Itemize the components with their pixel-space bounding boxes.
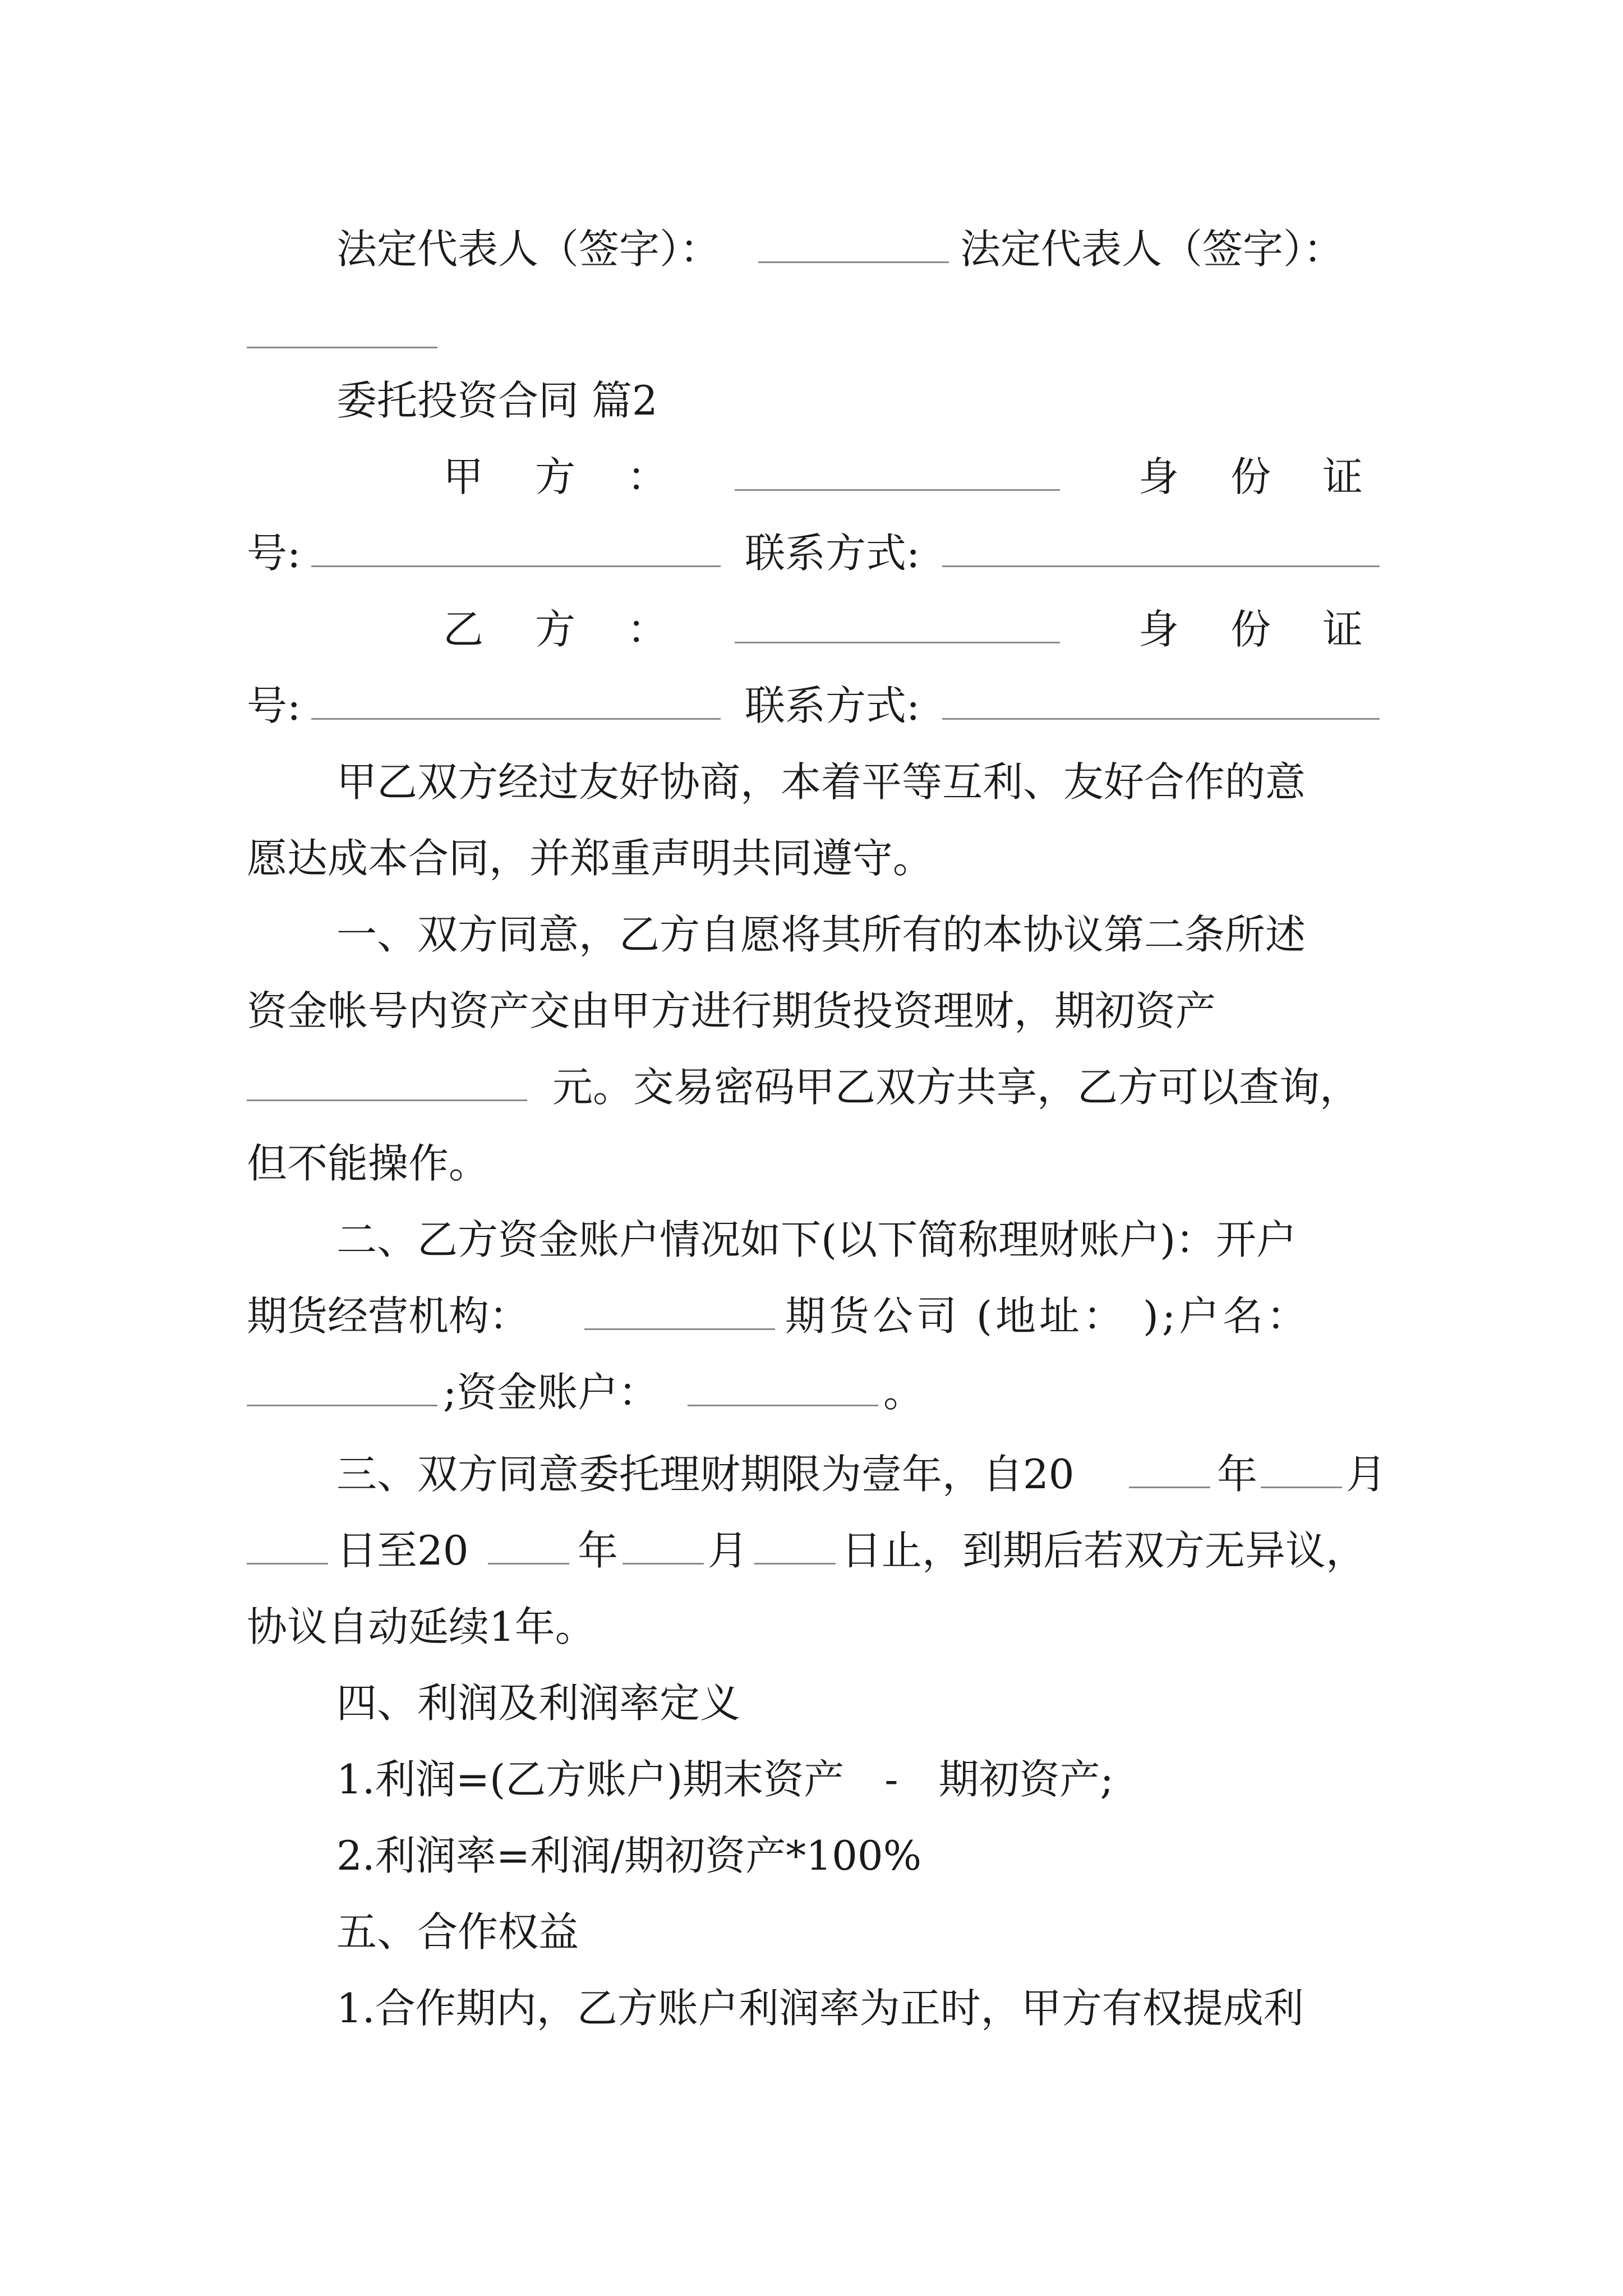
clause4-item-2-text: 2.利润率=利润/期初资产*100% [336,1832,922,1879]
clause2-line-3 [0,1361,1623,1417]
clause2-text-2a: 期货经营机构： [247,1292,530,1340]
party-a-line [0,445,1623,501]
clause3-line-1 [0,1443,1623,1499]
party-a-id-label: 身 份 证 [1138,453,1369,500]
legal-rep-label-b: 法定代表人（签字）： [960,226,1344,273]
party-b-contact-label: 联系方式: [745,682,920,729]
clause2-line-1 [0,1208,1623,1264]
end-day-blank [754,1529,836,1565]
clause2-text-3a: ;资金账户： [443,1369,659,1416]
signature-line [0,218,1623,274]
party-b-line [0,598,1623,654]
futures-firm-blank [584,1295,775,1330]
fund-account-blank [688,1371,878,1406]
clause3-text-1a: 三、双方同意委托理财期限为壹年，自20 [336,1451,1075,1498]
intro-line-1 [0,751,1623,807]
clause1-line-3 [0,1056,1623,1112]
party-b-name-blank [735,608,1060,643]
signature-continuation [0,303,1623,359]
clause1-line-1 [0,903,1623,959]
clause4-title [0,1672,1623,1728]
clause1-text-4: 但不能操作。 [247,1140,490,1187]
party-b-id-blank [311,684,721,720]
clause1-text-3: 元。交易密码甲乙双方共享，乙方可以查询， [552,1064,1361,1111]
clause1-text-2: 资金帐号内资产交由甲方进行期货投资理财，期初资产 [247,987,1216,1034]
clause2-text-3b: 。 [883,1369,924,1416]
end-month-blank [623,1529,704,1565]
party-b-id-label: 身 份 证 [1138,606,1369,653]
section-title-text: 委托投资合同 篇2 [336,377,658,424]
clause4-item-1-text: 1.利润=(乙方账户)期末资产 - 期初资产; [336,1756,1114,1803]
clause2-text-1: 二、乙方资金账户情况如下(以下简称理财账户)：开户 [336,1216,1297,1263]
party-a-id-blank [311,532,721,567]
clause4-item-2 [0,1824,1623,1880]
legal-rep-label-a: 法定代表人（签字）： [336,226,721,273]
clause3-text-3: 协议自动延续1年。 [247,1603,596,1650]
end-year-blank [488,1529,569,1565]
party-b-id-suffix: 号: [247,682,301,729]
clause5-item-1-text: 1.合作期内，乙方账户利润率为正时，甲方有权提成利 [336,1985,1304,2032]
clause3-text-2a: 日至20 [336,1527,469,1574]
intro-text-1: 甲乙双方经过友好协商，本着平等互利、友好合作的意 [336,758,1306,806]
party-b-contact-blank [942,684,1380,720]
legal-rep-blank-b [247,313,437,348]
start-year-blank [1129,1453,1210,1488]
clause2-text-2b: 期货公司 (地址： );户名： [785,1292,1311,1340]
account-name-blank [247,1371,437,1406]
party-a-id-suffix: 号: [247,530,301,577]
party-a-label: 甲 方 ： [443,453,674,500]
intro-line-2 [0,827,1623,883]
start-month-blank [1261,1453,1342,1488]
clause1-text-1: 一、双方同意，乙方自愿将其所有的本协议第二条所述 [336,911,1306,958]
clause3-line-2 [0,1519,1623,1575]
clause3-text-1c: 月 [1346,1451,1387,1498]
clause3-text-2b: 年 [578,1527,619,1574]
party-a-contact-blank [942,532,1380,567]
clause5-title [0,1901,1623,1957]
clause1-line-2 [0,979,1623,1036]
start-day-blank [247,1529,328,1565]
party-a-name-blank [735,455,1060,491]
clause3-text-1b: 年 [1217,1451,1258,1498]
party-b-detail-line [0,674,1623,730]
party-a-detail-line [0,522,1623,578]
clause1-line-4 [0,1132,1623,1188]
clause3-text-2c: 月 [708,1527,749,1574]
clause5-item-1 [0,1977,1623,2033]
clause3-text-2d: 日止，到期后若双方无异议， [841,1527,1367,1574]
clause3-line-3 [0,1595,1623,1651]
clause4-item-1 [0,1748,1623,1804]
legal-rep-blank-a [758,228,949,263]
initial-assets-blank [247,1066,527,1101]
clause4-title-text: 四、利润及利润率定义 [336,1680,741,1727]
party-b-label: 乙 方 ： [443,606,674,653]
intro-text-2: 愿达成本合同，并郑重声明共同遵守。 [247,835,934,882]
party-a-contact-label: 联系方式: [745,530,920,577]
section-title [0,369,1623,425]
clause5-title-text: 五、合作权益 [336,1908,579,1955]
clause2-line-2 [0,1285,1623,1341]
